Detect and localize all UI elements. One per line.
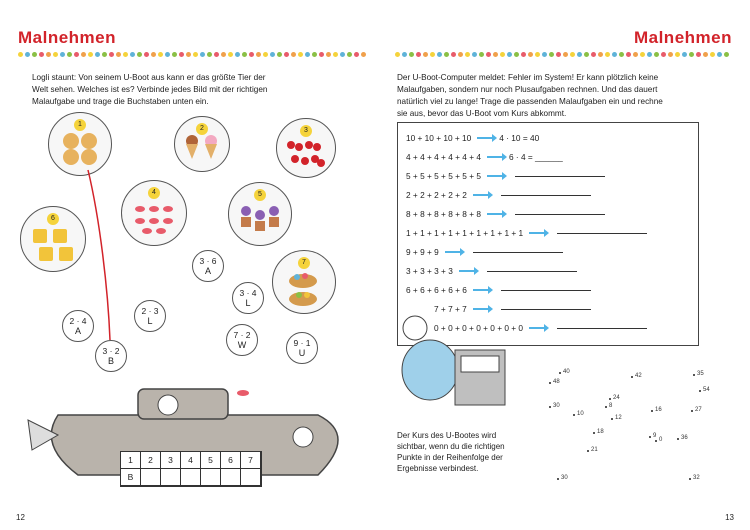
answer-blank[interactable] (501, 290, 591, 291)
arrow-icon (529, 232, 545, 234)
divider-dot (640, 52, 645, 57)
arrow-icon (487, 175, 503, 177)
divider-dot (451, 52, 456, 57)
arrow-icon (487, 213, 503, 215)
task-bubble-3x2[interactable]: 3 · 2 B (95, 340, 127, 372)
divider-dot (402, 52, 407, 57)
divider-dot (710, 52, 715, 57)
divider-dot (717, 52, 722, 57)
page-title-right: Malnehmen (633, 28, 732, 47)
divider-dot (619, 52, 624, 57)
intro-text-left: Logli staunt: Von seinem U-Boot aus kann er das größte Tier der Welt sehen. Welches ist es? Verbinde jedes Bild mit der richtigen Malaufgabe und trage die Buchstaben unten ein. (32, 73, 268, 106)
picture-number: 4 (148, 187, 160, 199)
task-row: 4 + 4 + 4 + 4 + 4 + 4 6 · 4 = ______ (406, 152, 563, 162)
task-row: 6 + 6 + 6 + 6 + 6 (406, 285, 591, 295)
divider-dot (591, 52, 596, 57)
picture-number: 6 (47, 213, 59, 225)
task-row: 3 + 3 + 3 + 3 (406, 266, 577, 276)
answer-blank[interactable] (501, 309, 591, 310)
grid-letter-cell[interactable] (181, 469, 201, 486)
divider-dot (675, 52, 680, 57)
picture-number: 2 (196, 123, 208, 135)
divider-dot (430, 52, 435, 57)
answer-blank[interactable] (473, 252, 563, 253)
right-page (375, 0, 750, 530)
answer-blank[interactable] (515, 214, 605, 215)
grid-letter-cell[interactable] (221, 469, 241, 486)
dotted-divider-right (395, 52, 733, 60)
divider-dot (703, 52, 708, 57)
task-bubble-9x1[interactable]: 9 · 1 U (286, 332, 318, 364)
divider-dot (633, 52, 638, 57)
arrow-icon (473, 289, 489, 291)
task-row: 0 + 0 + 0 + 0 + 0 + 0 + 0 (434, 323, 647, 333)
divider-dot (682, 52, 687, 57)
grid-letter-cell[interactable] (161, 469, 181, 486)
task-bubble-3x6[interactable]: 3 · 6 A (192, 250, 224, 282)
divider-dot (423, 52, 428, 57)
divider-dot (598, 52, 603, 57)
answer-blank[interactable] (515, 176, 605, 177)
answer-blank[interactable] (487, 271, 577, 272)
divider-dot (612, 52, 617, 57)
picture-number: 3 (300, 125, 312, 137)
divider-dot (626, 52, 631, 57)
page-title-left: Malnehmen (18, 28, 117, 47)
divider-dot (437, 52, 442, 57)
task-row: 10 + 10 + 10 + 10 4 · 10 = 40 (406, 133, 540, 143)
arrow-icon (529, 327, 545, 329)
task-row: 5 + 5 + 5 + 5 + 5 + 5 (406, 171, 605, 181)
arrow-icon (477, 137, 493, 139)
divider-dot (605, 52, 610, 57)
picture-number: 5 (254, 189, 266, 201)
page-number-left: 12 (16, 513, 25, 522)
footer-instructions: Der Kurs des U-Bootes wird sichtbar, wenn du die richtigen Punkte in der Reihenfolge der Ergebnisse verbindest. (397, 431, 505, 473)
divider-dot (416, 52, 421, 57)
divider-dot (521, 52, 526, 57)
divider-dot (472, 52, 477, 57)
grid-number: 3 (161, 452, 181, 469)
answer-blank[interactable] (557, 328, 647, 329)
answer-blank[interactable] (501, 195, 591, 196)
divider-dot (444, 52, 449, 57)
divider-dot (661, 52, 666, 57)
answer: 4 · 10 = 40 (499, 133, 540, 143)
task-bubble-3x4[interactable]: 3 · 4 L (232, 282, 264, 314)
divider-dot (689, 52, 694, 57)
grid-letter-cell[interactable] (201, 469, 221, 486)
divider-dot (647, 52, 652, 57)
divider-dot (563, 52, 568, 57)
divider-dot (528, 52, 533, 57)
page-number-right: 13 (725, 513, 734, 522)
divider-dot (458, 52, 463, 57)
answer-grid[interactable] (120, 451, 262, 487)
task-bubble-2x3[interactable]: 2 · 3 L (134, 300, 166, 332)
picture-number: 7 (298, 257, 310, 269)
grid-number: 7 (241, 452, 261, 469)
intro-text-right: Der U-Boot-Computer meldet: Fehler im System! Er kann plötzlich keine Malaufgaben, sondern nur noch Plusaufgaben rechnen. Und das dauert natürlich viel zu lange! Trage die passenden Malaufgaben ein und rechne sie aus, bevor das U-Boot vom Kurs abkommt. (397, 73, 663, 118)
divider-dot (493, 52, 498, 57)
arrow-icon (487, 156, 503, 158)
grid-number: 1 (121, 452, 141, 469)
divider-dot (542, 52, 547, 57)
answer-blank[interactable] (557, 233, 647, 234)
grid-number: 5 (201, 452, 221, 469)
divider-dot (584, 52, 589, 57)
divider-dot (556, 52, 561, 57)
divider-dot (724, 52, 729, 57)
answer[interactable]: 6 · 4 = ______ (508, 152, 563, 162)
divider-dot (465, 52, 470, 57)
divider-dot (654, 52, 659, 57)
divider-dot (395, 52, 400, 57)
divider-dot (535, 52, 540, 57)
task-row: 7 + 7 + 7 (434, 304, 591, 314)
pilot-computer-illustration (385, 300, 510, 410)
divider-dot (507, 52, 512, 57)
divider-dot (549, 52, 554, 57)
divider-dot (570, 52, 575, 57)
arrow-icon (445, 251, 461, 253)
task-bubble-7x2[interactable]: 7 · 2 W (226, 324, 258, 356)
task-row: 2 + 2 + 2 + 2 + 2 (406, 190, 591, 200)
task-bubble-2x4[interactable]: 2 · 4 A (62, 310, 94, 342)
divider-dot (514, 52, 519, 57)
divider-dot (479, 52, 484, 57)
grid-letter-cell[interactable] (141, 469, 161, 486)
arrow-icon (459, 270, 475, 272)
divider-dot (500, 52, 505, 57)
grid-number: 6 (221, 452, 241, 469)
divider-dot (668, 52, 673, 57)
grid-number: 2 (141, 452, 161, 469)
grid-letter-cell[interactable]: B (121, 469, 141, 486)
divider-dot (696, 52, 701, 57)
divider-dot (577, 52, 582, 57)
task-row: 9 + 9 + 9 (406, 247, 563, 257)
picture-number: 1 (74, 119, 86, 131)
divider-dot (486, 52, 491, 57)
grid-letter-cell[interactable] (241, 469, 261, 486)
task-row: 8 + 8 + 8 + 8 + 8 + 8 (406, 209, 605, 219)
divider-dot (409, 52, 414, 57)
arrow-icon (473, 194, 489, 196)
dot-to-dot-area[interactable]: 40 42 35 48 54 24 30 8 27 16 10 12 18 9 0 36 21 30 32 (553, 369, 710, 481)
grid-number: 4 (181, 452, 201, 469)
task-row: 1 + 1 + 1 + 1 + 1 + 1 + 1 + 1 + 1 (406, 228, 647, 238)
